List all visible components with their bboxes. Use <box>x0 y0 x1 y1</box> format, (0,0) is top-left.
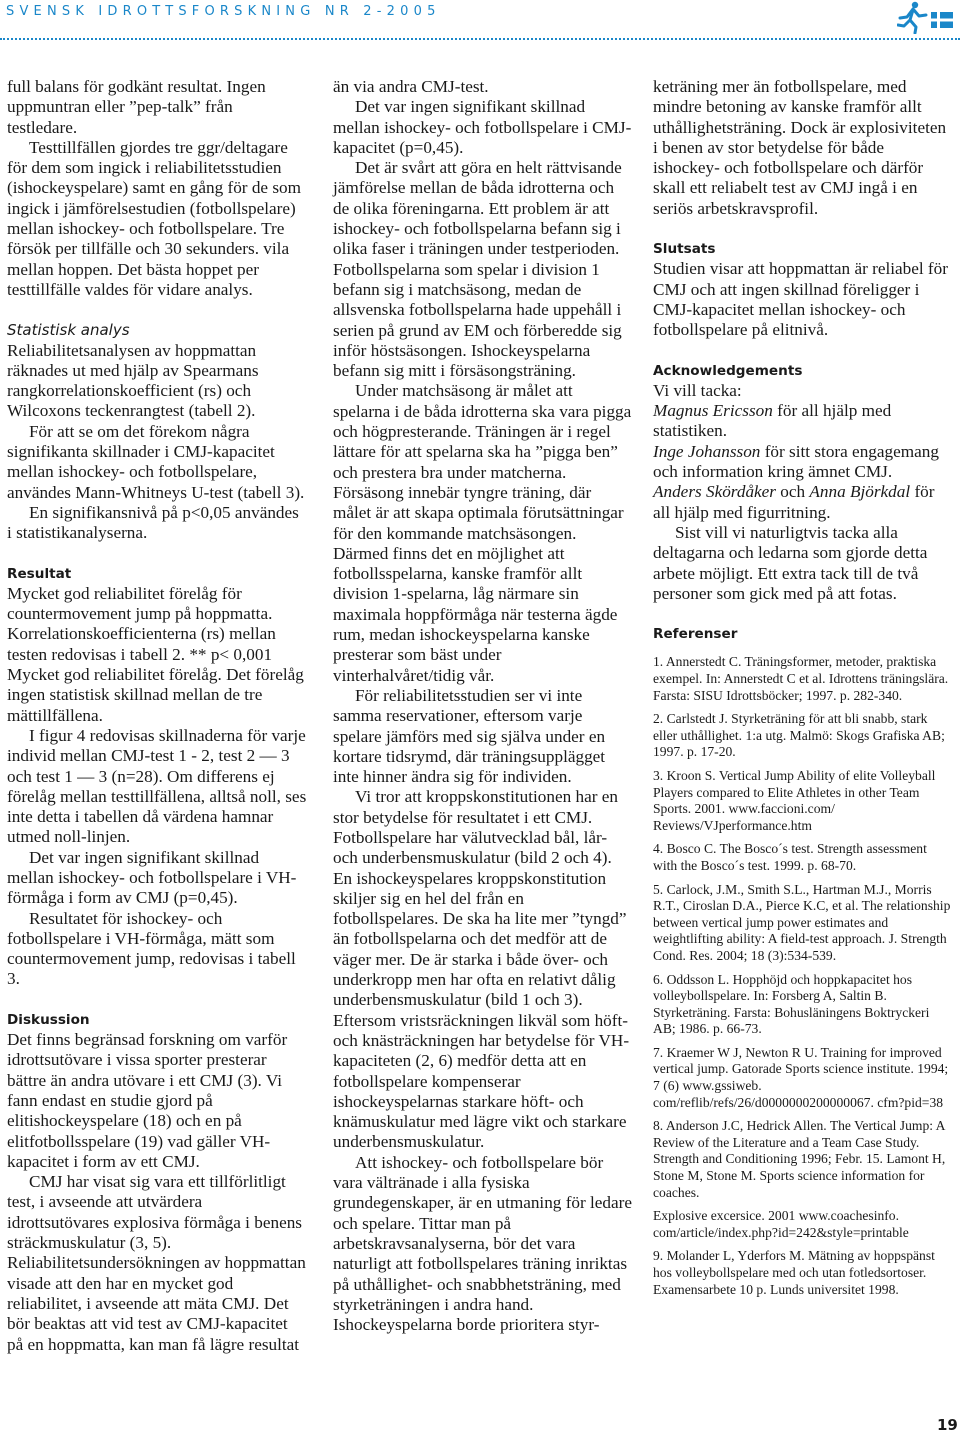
paragraph: Vi tror att kroppskonstitutionen har en stor betydelse för resultatet i ett CMJ. Fotbollspelare har välutvecklad bål, lår- och underbensmuskulatur (bild 2 och 4). En ishockeyspelares kroppskonstitution skiljer sig en hel del från en fotbollspelares. De ska ha lite mer ”tyngd” än fotbollspelarna och det medför att de väger mer. De är starka i både över- och underkropp men har ofta en relativt dålig underbensmuskulatur (bild 1 och 3). Eftersom vristsräckningen likväl som höft- och knästräckningen har betydelse för VH-kapaciteten (2, 6) medför detta att en fotbollspelare kompenserar ishockeyspelarnas starkare höft- och knämuskulatur med lägre vikt och starkare underbensmuskulatur. <box>333 787 630 1152</box>
paragraph: Reliabilitetsanalysen av hoppmattan räknades ut med hjälp av Spearmans rangkorrelationskoefficient (rs) och Wilcoxons teckenrangtest (tabell 2). <box>7 340 259 421</box>
paragraph: Under matchsäsong är målet att spelarna i de båda idrotterna ska vara pigga och högpresterande. Träningen är i regel lättare för att spelarna ska ha ”pigga ben” och prestera bra under matcherna. Försäsong innebär tyngre träning, där målet är att skapa optimala förutsättningar för den kommande matchsäsongen. Därmed finns det en möjlighet att fotbollsspelarna, kanske framför allt division 1-spelarna, låg närmare sin maximala hoppförmåga när testerna ägde rum, medan ishockeyspelarna kanske presterar som bäst under vinterhalvåret/tidig vår. <box>333 381 632 685</box>
acknowledgement-item <box>653 401 953 442</box>
journal-title: SVENSK IDROTTSFORSKNING NR 2-2005 <box>6 4 441 19</box>
paragraph: keträning mer än fotbollspelare, med mindre betoning av kanske framför allt uthållighetsträning. Dock är explosiviteten i benen av stor betydelse för både ishockey- och fotbollspelare och därför skall ett reliabelt test av CMJ ingå i en seriös arbetskravsprofil. <box>653 77 947 218</box>
header-dotted-rule <box>0 38 960 40</box>
paragraph: En signifikansnivå på p<0,05 användes i statistikanalyserna. <box>7 502 299 543</box>
paragraph: Det finns begränsad forskning om varför idrottsutövare i vissa sporter presterar bättre än andra utövare i ett CMJ (3). Vi fann endast en studie gjord på elitishockeyspelare (18) och en på elitfotbollsspelare (19) vad gäller VH-kapacitet i form av ett CMJ. <box>7 1030 288 1171</box>
person-name: Magnus Ericsson <box>653 401 773 421</box>
paragraph: Att ishockey- och fotbollspelare bör vara vältränade i alla fysiska grundegenskaper, är en utmaning för ledare och spelare. Tittar man på arbetskravsanalyserna, bör det vara naturligt att fotbollspelares träning inriktas på uthållighet- och snabbhetsträning, med styrketräningen i andra hand. Ishockeyspelarna borde prioritera styr- <box>333 1152 633 1335</box>
person-name: Inge Johansson <box>653 441 761 461</box>
section-heading-acknowledgements: Acknowledgements <box>653 362 803 379</box>
reference-item: Explosive excersice. 2001 www.coachesinfo. com/article/index.php?id=242&style=printable <box>653 1208 909 1240</box>
person-name: Anna Björkdal <box>809 482 911 502</box>
reference-item: 9. Molander L, Yderfors M. Mätning av hoppspänst hos volleybollspelare med och utan fotledsortoser. Examensarbete 10 p. Lunds universitet 1998. <box>653 1248 935 1297</box>
reference-item: 8. Anderson J.C, Hedrick Allen. The Vertical Jump: A Review of the Literature and a Team Case Study. Strength and Conditioning 1996; Febr. 15. Lamont H, Stone M, Stone M. Sports science information for coaches. <box>653 1118 946 1200</box>
paragraph: CMJ har visat sig vara ett tillförlitligt test, i avseende att utvärdera idrottsutövares explosiva förmåga i benens sträckmuskulatur (3, 5). Reliabilitetsundersökningen av hoppmattan visade att den har en mycket god reliabilitet, i avseende att mäta CMJ. Det bör beaktas att vid test av CMJ-kapacitet på en hoppmatta, kan man få lägre resultat <box>7 1172 306 1354</box>
reference-item: 4. Bosco C. The Bosco´s test. Strength assessment with the Bosco´s test. 1999. p. 68-70. <box>653 841 927 873</box>
paragraph: För att se om det förekom några signifikanta skillnader i CMJ-kapacitet mellan ishockey- och fotbollspelare, användes Mann-Whitneys U-test (tabell 3). <box>7 421 305 502</box>
paragraph: Sist vill vi naturligtvis tacka alla deltagarna och ledarna som gjorde detta arbete möjligt. Ett extra tack till de två personer som gick med på att fotas. <box>653 522 928 603</box>
paragraph: än via andra CMJ-test. <box>333 77 489 96</box>
reference-list <box>653 654 953 1298</box>
reference-item: 3. Kroon S. Vertical Jump Ability of elite Volleyball Players compared to Elite Athletes in other Team Sports. 2001. www.faccioni.com/ Reviews/VJperformance.htm <box>653 767 936 833</box>
paragraph: För reliabilitetsstudien ser vi inte samma reservationer, eftersom varje spelare jämförs med sig själva under en kortare tidsrymd, där träningsupplägget inte hinner ändra sig för individen. <box>333 685 606 787</box>
paragraph: I figur 4 redovisas skillnaderna för varje individ mellan CMJ-test 1 - 2, test 2 — 3 och test 1 — 3 (n=28). Om differens ej förelåg mellan testtillfällena, alltså noll, ses inte detta i tabellen då värdena hamnar utmed noll-linjen. <box>7 725 307 847</box>
conjunction: och <box>776 482 810 502</box>
section-heading-statistical-analysis: Statistisk analys <box>7 321 130 340</box>
section-heading-conclusion: Slutsats <box>653 241 716 258</box>
page-header <box>0 0 960 38</box>
text-column-3 <box>653 77 953 1305</box>
text-column-1 <box>7 77 307 1355</box>
paragraph: Vi vill tacka: <box>653 380 742 400</box>
acknowledgement-item <box>653 442 953 483</box>
reference-item: 1. Annerstedt C. Träningsformer, metoder, praktiska exempel. In: Annerstedt C et al. Idrottens träningslära. Farsta: SISU Idrottsböcker; 1997. p. 282-340. <box>653 654 949 703</box>
person-name: Anders Skördåker <box>653 482 776 502</box>
journal-logo-icon <box>897 0 955 34</box>
paragraph: Det var ingen signifikant skillnad mellan ishockey- och fotbollspelare i VH-förmåga i form av CMJ (p=0,45). <box>7 847 297 908</box>
text-column-2 <box>333 77 633 1335</box>
reference-item: 6. Oddsson L. Hopphöjd och hoppkapacitet hos volleybollspelare. In: Forsberg A, Saltin B. Styrketräning. Farsta: Bohusläningens Boktryckeri AB; 1986. p. 66-73. <box>653 971 930 1037</box>
paragraph: Resultatet för ishockey- och fotbollspelare i VH-förmåga, mätt som countermovement jump, redovisas i tabell 3. <box>7 908 296 989</box>
paragraph: Det var ingen signifikant skillnad mellan ishockey- och fotbollspelare i CMJ-kapacitet (p=0,45). <box>333 97 632 157</box>
reference-item: 2. Carlstedt J. Styrketräning för att bli snabb, stark eller uthållighet. 1:a utg. Malmö: Skogs Grafiska AB; 1997. p. 17-20. <box>653 711 945 760</box>
paragraph: Mycket god reliabilitet förelåg för countermovement jump på hoppmatta. Korrelationskoefficienterna (rs) mellan testen redovisas i tabell 2. ** p< 0,001 Mycket god reliabilitet förelåg. Det förelåg ingen statistisk skillnad mellan de tre mättillfällena. <box>7 583 304 725</box>
paragraph: full balans för godkänt resultat. Ingen uppmuntran eller ”pep-talk” från testledare. <box>7 77 266 137</box>
acknowledgement-item <box>653 482 953 523</box>
section-heading-references: Referenser <box>653 626 738 643</box>
acknowledgement-text: för all hjälp med figurritning. <box>653 482 935 522</box>
section-heading-results: Resultat <box>7 565 72 582</box>
paragraph: Studien visar att hoppmattan är reliabel för CMJ och att ingen skillnad föreligger i CMJ-kapacitet mellan ishockey- och fotbollspelare på elitnivå. <box>653 259 948 340</box>
paragraph: Det är svårt att göra en helt rättvisande jämförelse mellan de båda idrotterna och de olika föreningarna. Ett problem är att ishockey- och fotbollspelarna befann sig i olika faser i träningen under testperioden. Fotbollspelarna som spelar i division 1 befann sig i matchsäsong, medan de allsvenska fotbollspelarna hade uppehåll i serien på grund av EM och förberedde sig inför höstsäsongen. Ishockeyspelarna befann sig mitt i försäsongsträning. <box>333 158 622 381</box>
acknowledgement-text: för all hjälp med statistiken. <box>653 401 892 441</box>
acknowledgement-text: för sitt stora engagemang och information kring ämnet CMJ. <box>653 441 939 482</box>
paragraph: Testtillfällen gjordes tre ggr/deltagare för dem som ingick i reliabilitetsstudien (ishockeyspelare) samt en gång för de som ingick i jämförelsestudien (fotbollspelare) mellan ishockey- och fotbollspelare. Tre försök per tillfälle och 30 sekunders. vila mellan hoppen. Det bästa hoppet per testtillfälle valdes för vidare analys. <box>7 137 302 299</box>
section-heading-discussion: Diskussion <box>7 1011 90 1028</box>
reference-item: 5. Carlock, J.M., Smith S.L., Hartman M.J., Morris R.T., Ciroslan D.A., Pierce K.C, et al. The relationship between vertical jump power estimates and weightlifting ability: A field-test approach. J. Strength Cond. Res. 2004; 18 (3):534-539. <box>653 881 951 963</box>
reference-item: 7. Kraemer W J, Newton R U. Training for improved vertical jump. Gatorade Sports science institute. 1994; 7 (6) www.gssiweb. com/reflib/refs/26/d0000000200000067. cfm?pid=38 <box>653 1044 949 1110</box>
page-number: 19 <box>937 1416 958 1434</box>
